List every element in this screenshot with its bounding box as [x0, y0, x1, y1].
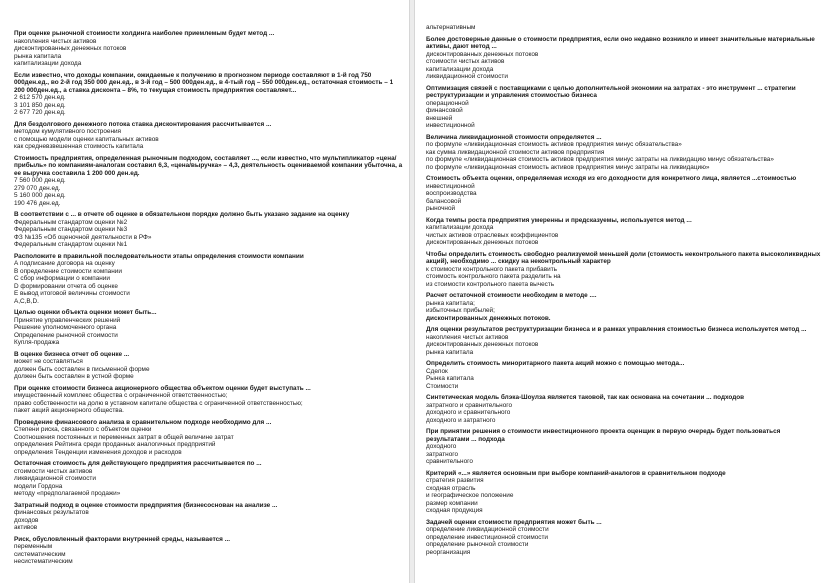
question-text: Величина ликвидационной стоимости определяется ...	[426, 133, 602, 141]
answer-option: определение рыночной стоимости	[426, 541, 529, 548]
answer-option: доходного	[426, 443, 457, 450]
answer-option: дисконтированных денежных потоков	[426, 50, 539, 58]
question-block	[14, 72, 405, 117]
document-page-2	[415, 0, 830, 583]
answer-option: 3 101 850 ден.ед.	[14, 101, 66, 109]
question-block	[14, 309, 405, 347]
answer-option: систематическим	[14, 550, 66, 558]
question-block	[14, 536, 405, 566]
question-text: Проведение финансового анализа в сравнительном подходе необходимо для ...	[14, 418, 272, 426]
question-text: Синтетическая модель блэка-Шоулза является таковой, так как основана на сочетании ... подходов	[426, 394, 745, 401]
answer-option: стоимость контрольного пакета разделить на	[426, 273, 561, 280]
answer-option: 2 612 570 ден.ед.	[14, 94, 66, 101]
answer-option: доходного и затратного	[426, 416, 496, 424]
answer-option: дисконтированных денежных потоков	[426, 341, 539, 348]
answer-option: Принятие управленческих решений	[14, 316, 121, 324]
question-text: В оценке бизнеса отчет об оценке ...	[14, 350, 130, 358]
answer-option: несистематическим	[14, 558, 73, 565]
answer-option: определение инвестиционной стоимости	[426, 533, 548, 541]
question-text: При оценке рыночной стоимости холдинга наиболее приемлемым будет метод ...	[14, 30, 275, 37]
question-block	[426, 326, 824, 356]
answer-option: Соотношения постоянных и переменных затрат в общей величине затрат	[14, 433, 234, 441]
answer-option: с помощью модели оценки капитальных активов	[14, 135, 159, 143]
question-text: Остаточная стоимость для действующего предприятия рассчитывается по ...	[14, 460, 262, 467]
answer-option: операционной	[426, 99, 469, 107]
answer-option: доходного и сравнительного	[426, 409, 511, 416]
page-1-content	[14, 30, 405, 566]
question-block	[426, 428, 824, 466]
question-block	[14, 211, 405, 249]
answer-option: дисконтированных денежных потоков	[426, 239, 539, 246]
answer-option: Федеральным стандартом оценки №3	[14, 226, 128, 233]
answer-option: определения Рейтинга среди проданных аналогичных предприятий	[14, 441, 216, 448]
question-text: При принятии решения о стоимости инвестиционного проекта оценщик в первую очередь будет пользоваться результатами ... подхода	[426, 428, 781, 443]
answer-option: внешней	[426, 114, 453, 122]
document-page-1	[0, 0, 410, 583]
question-text: Задачей оценки стоимости предприятия может быть ...	[426, 518, 602, 526]
answer-option: пакет акций акционерного общества.	[14, 407, 124, 414]
answer-option: размер компании	[426, 499, 478, 507]
answer-option: определение ликвидационной стоимости	[426, 526, 549, 533]
question-text: Критерий «...» является основным при выборе компаний-аналогов в сравнительном подходе	[426, 469, 726, 477]
question-block	[14, 155, 405, 208]
answer-option: сравнительного	[426, 458, 473, 465]
answer-option: реорганизация	[426, 548, 471, 556]
answer-option: Решение уполномоченного органа	[14, 324, 117, 331]
question-block	[14, 502, 405, 532]
page-2-content	[426, 24, 824, 556]
question-text: Если известно, что доходы компании, ожидаемые к получению в прогнозном периоде составляют в 1-й год 750 000ден.ед., во 2-й год 350 000 ден.ед., в 3-й год – 500 000ден.ед., в 4-тый год – 550 000ден.ед., остаточная стоимость – 1 200 000ден.ед., а ставка дисконта – 8%, то текущая стоимость предприятия составляет...	[14, 71, 394, 94]
answer-option: 2 677 720 ден.ед.	[14, 109, 66, 116]
answer-option: Сделок	[426, 367, 448, 375]
question-text: Расчет остаточной стоимости необходим в методе ....	[426, 292, 597, 299]
answer-option: капитализации дохода	[426, 65, 494, 73]
answer-option: доходов	[14, 516, 39, 524]
answer-option: ликвидационной стоимости	[14, 475, 96, 482]
question-block	[426, 394, 824, 424]
question-text: Целью оценки объекта оценки может быть...	[14, 309, 157, 316]
question-block	[426, 292, 824, 322]
answer-option: может не составляться	[14, 358, 83, 365]
question-text: Оптимизация связей с поставщиками с целью дополнительной экономии на затратах - это инструмент ... стратегии реструктуризации и управления стоимостью бизнеса	[426, 84, 796, 99]
question-block	[426, 251, 824, 289]
answer-option: А подписание договора на оценку	[14, 260, 115, 267]
question-block	[426, 217, 824, 247]
answer-option: сходная продукция	[426, 507, 483, 514]
question-block	[426, 85, 824, 130]
answer-option: рыночной	[426, 205, 456, 212]
question-block	[426, 36, 824, 81]
answer-option: чистых активов отраслевых коэффициентов	[426, 231, 559, 239]
question-text: В соответствии с ... в отчете об оценке в обязательном порядке должно быть указано задание на оценку	[14, 211, 350, 218]
answer-option: рынка капитала;	[426, 299, 475, 307]
answer-option: D формировании отчета об оценке	[14, 282, 118, 290]
answer-option: финансовой	[426, 107, 463, 114]
answer-option: Федеральным стандартом оценки №1	[14, 241, 128, 248]
answer-option: затратного и сравнительного	[426, 401, 512, 409]
question-block	[14, 419, 405, 457]
answer-option: 190 476 ден.ед.	[14, 199, 61, 207]
answer-option: накопления чистых активов	[14, 37, 97, 45]
question-block	[426, 360, 824, 390]
answer-option: капитализации дохода	[14, 60, 82, 67]
question-text: Затратный подход в оценке стоимости предприятия (бизнесоснован на анализе ...	[14, 501, 278, 509]
answer-option: рынка капитала	[426, 348, 474, 356]
question-block	[14, 460, 405, 498]
question-text: Расположите в правильной последовательности этапы определения стоимости компании	[14, 252, 304, 260]
answer-option: модели Гордона	[14, 482, 63, 490]
answer-option: 5 160 000 ден.ед.	[14, 192, 66, 199]
question-block	[426, 175, 824, 213]
answer-option: по формуле «ликвидационная стоимость активов предприятия минус затраты на ликвидацию минус обязательства»	[426, 156, 774, 163]
answer-option: В определение стоимости компании	[14, 267, 122, 275]
answer-option: ликвидационной стоимости	[426, 73, 508, 80]
question-block	[426, 24, 824, 32]
question-text: Чтобы определить стоимость свободно реализуемой меньшей доли (стоимость неконтрольного пакета высоколиквидных акций), необходимо ... скидку на неконтрольный характер	[426, 250, 821, 265]
answer-option: капитализации дохода	[426, 224, 494, 231]
answer-option: право собственности на долю в уставном капитале общества с ограниченной ответственностью;	[14, 399, 303, 407]
answer-option: инвестиционной	[426, 182, 475, 190]
answer-option: сходная отрасль	[426, 484, 476, 492]
question-block	[14, 253, 405, 306]
question-block	[426, 134, 824, 172]
answer-option: активов	[14, 524, 38, 531]
answer-option: рынка капитала	[14, 52, 62, 60]
answer-option: Е вывод итоговой величины стоимости	[14, 290, 130, 297]
answer-option: должен быть составлен в письменной форме	[14, 365, 150, 373]
question-block	[14, 121, 405, 151]
answer-option: как средневзвешенная стоимость капитала	[14, 143, 144, 150]
question-text: Стоимость объекта оценки, определяемая исходя из его доходности для конкретного лица, является ...стоимостью	[426, 175, 797, 182]
answer-option: 279 070 ден.ед.	[14, 184, 61, 192]
answer-option: Определение рыночной стоимости	[14, 331, 118, 339]
answer-option: Степени риска, связанного с объектом оценки	[14, 426, 152, 433]
answer-option: воспроизводства	[426, 190, 477, 197]
answer-option: к стоимости контрольного пакета прибавить	[426, 265, 557, 273]
answer-option: дисконтированных денежных потоков.	[426, 314, 551, 322]
answer-option: методу «предполагаемой продажи»	[14, 490, 121, 497]
answer-option: из стоимости контрольного пакета вычесть	[426, 280, 555, 288]
answer-option: имущественный комплекс общества с ограниченной ответственностью;	[14, 392, 228, 399]
answer-option: определения Тенденции изменения доходов и расходов	[14, 448, 182, 456]
answer-option: по формуле «ликвидационная стоимость активов предприятия минус обязательства»	[426, 141, 682, 148]
question-text: Когда темпы роста предприятия умеренны и предсказуемы, используется метод ...	[426, 216, 692, 224]
answer-option: накопления чистых активов	[426, 333, 509, 341]
answer-option: ФЗ №135 «Об оценочной деятельности в РФ»	[14, 233, 152, 241]
question-text: При оценке стоимости бизнеса акционерного общества объектом оценки будет выступать ...	[14, 384, 311, 392]
question-text: Стоимость предприятия, определенная рыночным подходом, составляет ..., если известно, что мультипликатор «цена/прибыль» по компаниям-аналогам составил 6,3, «цена/выручка» – 4,3, деятельность оцениваемой компании убыточна, а ее выручка составила 1 200 000 ден.ед.	[14, 154, 403, 177]
answer-option: по формуле «ликвидационная стоимость активов предприятия минус затраты на ликвидацию»	[426, 163, 710, 171]
answer-option: A,C,B,D.	[14, 297, 39, 305]
question-block	[14, 351, 405, 381]
answer-option: дисконтированных денежных потоков	[14, 45, 127, 52]
answer-option: Федеральным стандартом оценки №2	[14, 218, 128, 226]
question-block	[14, 385, 405, 415]
answer-option: должен быть составлен в устной форме	[14, 373, 134, 380]
question-text: Для оценки результатов реструктуризации бизнеса и в рамках управления стоимостью бизнеса используется метод ...	[426, 326, 807, 333]
answer-option: Стоимости	[426, 382, 459, 390]
answer-option: инвестиционной	[426, 122, 475, 129]
answer-option: методом кумулятивного построения	[14, 128, 122, 135]
answer-option: балансовой	[426, 197, 462, 205]
answer-option: избыточных прибылей;	[426, 307, 495, 314]
question-text: Риск, обусловленный факторами внутренней среды, называется ...	[14, 535, 231, 543]
answer-option: стратегия развития	[426, 477, 484, 484]
answer-option: С сбор информации о компании	[14, 275, 110, 282]
question-block	[14, 30, 405, 68]
question-block	[426, 470, 824, 515]
answer-option: переменным	[14, 543, 53, 550]
answer-option: 7 560 000 ден.ед.	[14, 177, 66, 184]
answer-option: как сумма ликвидационной стоимости активов предприятия	[426, 148, 605, 156]
answer-option: затратного	[426, 450, 458, 458]
answer-option: стоимости чистых активов	[426, 58, 505, 65]
answer-option: Купля-продажа	[14, 339, 60, 346]
answer-option: стоимости чистых активов	[14, 467, 93, 475]
answer-option: и географическое положение	[426, 492, 514, 499]
question-text: Более достоверные данные о стоимости предприятия, если оно недавно возникло и имеет значительные материальные активы, дают метод ...	[426, 35, 815, 50]
question-block	[426, 519, 824, 557]
answer-option: Рынка капитала	[426, 375, 474, 382]
question-text: Определить стоимость миноритарного пакета акций можно с помощью метода...	[426, 360, 685, 367]
answer-option: альтернативным	[426, 24, 476, 31]
question-text: Для бездолгового денежного потока ставка дисконтирования рассчитывается ...	[14, 120, 272, 128]
answer-option: финансовых результатов	[14, 509, 89, 516]
